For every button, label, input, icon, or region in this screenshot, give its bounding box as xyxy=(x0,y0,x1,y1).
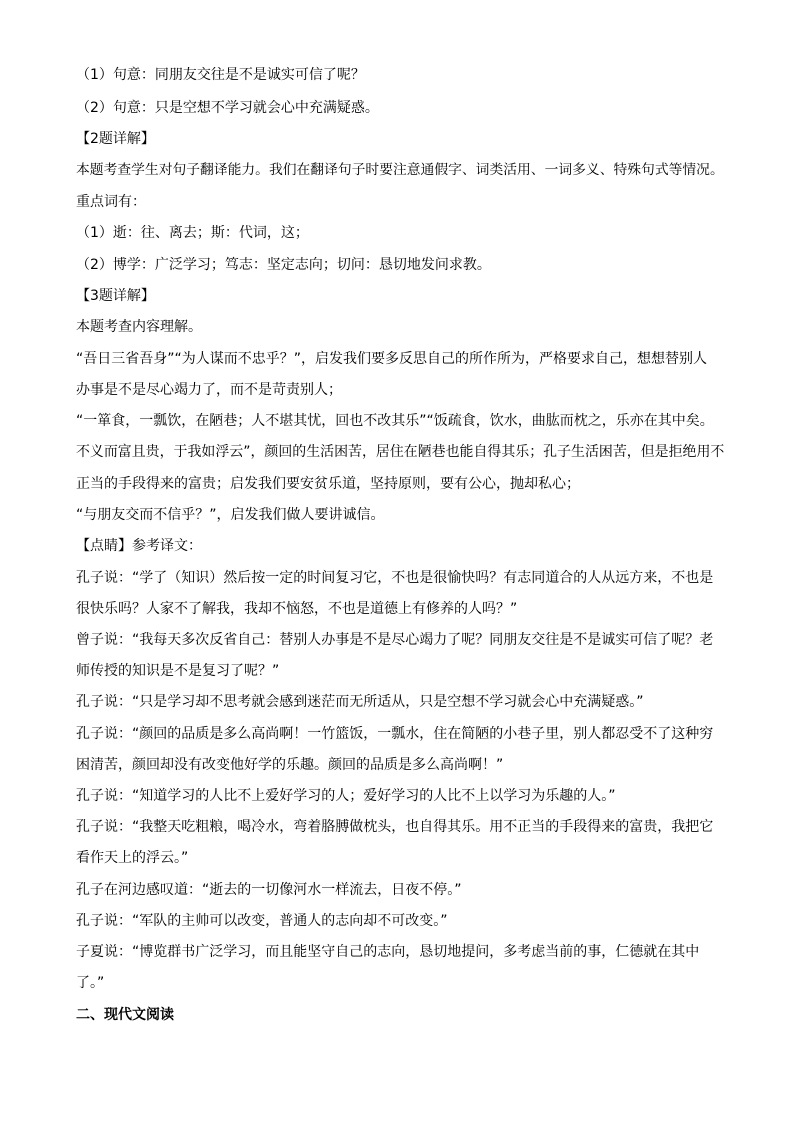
paragraph-line: （1）逝：往、离去；斯：代词，这； xyxy=(76,225,309,241)
paragraph-line: 重点词有： xyxy=(76,194,146,210)
paragraph-line: “与朋友交而不信乎？”，启发我们做人要讲诚信。 xyxy=(76,507,385,523)
translation-line: 看作天上的浮云。” xyxy=(76,850,189,866)
section-heading-2: 【2题详解】 xyxy=(76,131,155,147)
translation-line: 师传授的知识是不是复习了呢？” xyxy=(76,663,280,679)
paragraph-line: “一箪食，一瓢饮，在陋巷；人不堪其忧，回也不改其乐”“饭疏食，饮水，曲肱而枕之，乐亦在其中矣。 xyxy=(76,413,714,429)
paragraph-line: 办事是不是尽心竭力了，而不是苛责别人； xyxy=(76,382,342,398)
translation-line: 孔子说：“军队的主帅可以改变，普通人的志向却不可改变。” xyxy=(76,913,448,929)
translation-line: 孔子在河边感叹道：“逝去的一切像河水一样流去，日夜不停。” xyxy=(76,882,462,898)
paragraph-line: 正当的手段得来的富贵；启发我们要安贫乐道，坚持原则，要有公心，抛却私心； xyxy=(76,476,580,492)
paragraph-line: “吾日三省吾身”“为人谋而不忠乎？”，启发我们要多反思自己的所作所为，严格要求自己，想想替别人 xyxy=(76,351,708,367)
paragraph-line: 本题考查学生对句子翻译能力。我们在翻译句子时要注意通假字、词类活用、一词多义、特殊句式等情况。 xyxy=(76,162,724,178)
translation-line: 孔子说：“学了（知识）然后按一定的时间复习它，不也是很愉快吗？有志同道合的人从远方来，不也是 xyxy=(76,570,714,586)
section-heading-notes: 【点睛】参考译文： xyxy=(76,538,202,554)
translation-line: 孔子说：“我整天吃粗粮，喝冷水，弯着胳膊做枕头，也自得其乐。用不正当的手段得来的富贵，我把它 xyxy=(76,819,714,835)
translation-line: 曾子说：“我每天多次反省自己：替别人办事是不是尽心竭力了呢？同朋友交往是不是诚实可信了呢？老 xyxy=(76,632,714,648)
translation-line: 孔子说：“颜回的品质是多么高尚啊！一竹篮饭，一瓢水，住在简陋的小巷子里，别人都忍受不了这种穷 xyxy=(76,726,714,742)
translation-line: 孔子说：“只是学习却不思考就会感到迷茫而无所适从，只是空想不学习就会心中充满疑惑。” xyxy=(76,694,644,710)
paragraph-line: 不义而富且贵，于我如浮云”，颜回的生活困苦，居住在陋巷也能自得其乐；孔子生活困苦，但是拒绝用不 xyxy=(76,444,725,460)
paragraph-line: 本题考查内容理解。 xyxy=(76,319,202,335)
translation-line: 孔子说：“知道学习的人比不上爱好学习的人；爱好学习的人比不上以学习为乐趣的人。” xyxy=(76,788,616,804)
paragraph-line: （2）博学：广泛学习；笃志：坚定志向；切问：恳切地发问求教。 xyxy=(76,257,491,273)
section-title-modern-reading: 二、现代文阅读 xyxy=(76,1007,174,1023)
section-heading-3: 【3题详解】 xyxy=(76,288,155,304)
translation-line: 困清苦，颜回却没有改变他好学的乐趣。颜回的品质是多么高尚啊！” xyxy=(76,757,504,773)
translation-line: 了。” xyxy=(76,975,105,991)
translation-line: 很快乐吗？人家不了解我，我却不恼怒，不也是道德上有修养的人吗？” xyxy=(76,601,518,617)
sentence-meaning-2: （2）句意：只是空想不学习就会心中充满疑惑。 xyxy=(76,100,379,116)
translation-line: 子夏说：“博览群书广泛学习，而且能坚守自己的志向，恳切地提问，多考虑当前的事，仁德就在其中 xyxy=(76,944,700,960)
sentence-meaning-1: （1）句意：同朋友交往是不是诚实可信了呢？ xyxy=(76,67,365,83)
